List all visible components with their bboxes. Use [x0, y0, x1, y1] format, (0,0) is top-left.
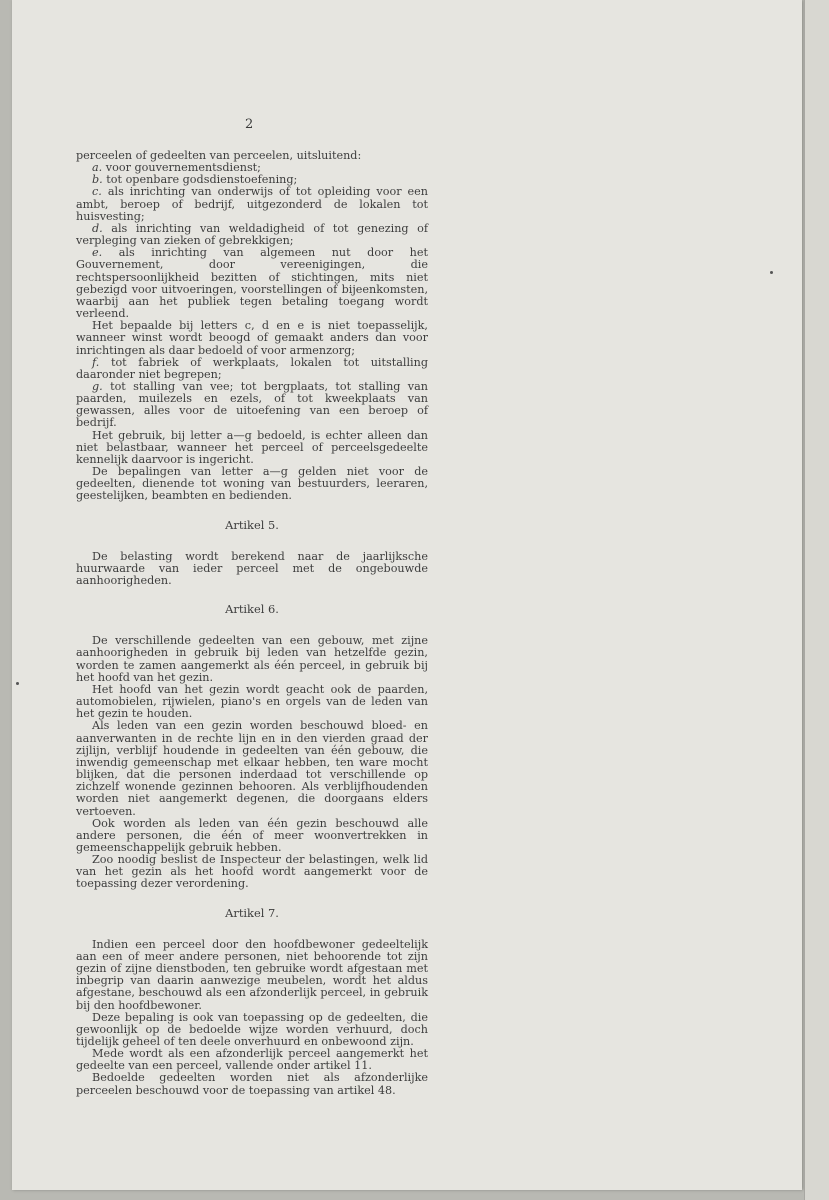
article-7-paragraph: Deze bepaling is ook van toepassing op de gedeelten, die gewoonlijk op de bedoelde wijze worden verhuurd, doch tijdelijk geheel of ten deele onverhuurd en onbewoond zijn.	[76, 1010, 428, 1048]
next-page-edge	[804, 0, 829, 1200]
clause-g: g. tot stalling van vee; tot bergplaats, tot stalling van paarden, muilezels en ezels, of tot kweekplaats van gewassen, alles voor de uitoefening van een beroep of bedrijf.	[76, 379, 428, 430]
article-5-heading: Artikel 5.	[225, 517, 279, 532]
body-text	[76, 150, 428, 1097]
intro-line: perceelen of gedeelten van perceelen, uitsluitend:	[76, 149, 362, 162]
article-6-heading: Artikel 6.	[225, 602, 279, 617]
page-number: 2	[245, 117, 254, 132]
clause-b: b. tot openbare godsdienstoefening;	[92, 173, 298, 187]
article-7-paragraph: Bedoelde gedeelten worden niet als afzonderlijke perceelen beschouwd voor de toepassing van artikel 48.	[76, 1071, 428, 1097]
clause-e: e. als inrichting van algemeen nut door het Gouvernement, door vereenigingen, die rechtspersoonlijkheid bezitten of stichtingen, mits niet gebezigd voor uitvoeringen, voorstellingen of bijeenkomsten, waarbij aan het publiek tegen betaling toegang wordt verleend.	[76, 246, 428, 321]
paragraph: Het bepaalde bij letters c, d en e is niet toepasselijk, wanneer winst wordt beoogd of gemaakt anders dan voor inrichtingen als daar bedoeld of voor armenzorg;	[76, 319, 428, 357]
clause-f: f. tot fabriek of werkplaats, lokalen tot uitstalling daaronder niet begrepen;	[76, 355, 428, 381]
paragraph: De bepalingen van letter a—g gelden niet voor de gedeelten, dienende tot woning van bestuurders, leeraren, geestelijken, beambten en bedienden.	[76, 465, 428, 503]
document-page	[12, 0, 802, 1190]
article-6-paragraph: Het hoofd van het gezin wordt geacht ook de paarden, automobielen, rijwielen, piano's en orgels van de leden van het gezin te houden.	[76, 682, 428, 721]
clause-c: c. als inrichting van onderwijs of tot opleiding voor een ambt, beroep of bedrijf, uitgezonderd de lokalen tot huisvesting;	[76, 185, 428, 223]
article-7-heading: Artikel 7.	[225, 905, 279, 920]
speck-mark	[770, 271, 773, 274]
clause-d: d. als inrichting van weldadigheid of tot genezing of verpleging van zieken of gebrekkigen;	[76, 221, 428, 248]
article-7-paragraph: Indien een perceel door den hoofdbewoner gedeeltelijk aan een of meer andere personen, niet behoorende tot zijn gezin of zijne dienstboden, ten gebruike wordt afgestaan met inbegrip van daarin aanwezige meubelen, wordt het aldus afgestane, beschouwd als een afzonderlijk perceel, in gebruik bij den hoofdbewoner.	[76, 937, 428, 1012]
paragraph: Het gebruik, bij letter a—g bedoeld, is echter alleen dan niet belastbaar, wanneer het perceel of perceelsgedeelte kennelijk daarvoor is ingericht.	[76, 428, 428, 466]
speck-mark	[16, 682, 19, 685]
article-6-paragraph: Zoo noodig beslist de Inspecteur der belastingen, welk lid van het gezin als het hoofd wordt aangemerkt voor de toepassing dezer verordening.	[76, 853, 428, 891]
article-6-paragraph: Als leden van een gezin worden beschouwd bloed- en aanverwanten in de rechte lijn en in den vierden graad der zijlijn, verblijf houdende in gedeelten van één gebouw, die inwendig gemeenschap met elkaar hebben, ten ware mocht blijken, dat die personen inderdaad tot verschillende op zichzelf wonende gezinnen behooren. Als verblijfhoudenden worden niet aangemerkt degenen, die doorgaans elders vertoeven.	[76, 719, 428, 818]
article-6-paragraph: De verschillende gedeelten van een gebouw, met zijne aanhoorigheden in gebruik bij leden van hetzelfde gezin, worden te zamen aangemerkt als één perceel, in gebruik bij het hoofd van het gezin.	[76, 634, 428, 684]
article-6-paragraph: Ook worden als leden van één gezin beschouwd alle andere personen, die één of meer woonvertrekken in gemeenschappelijk gebruik hebben.	[76, 816, 428, 854]
clause-a: a. voor gouvernementsdienst;	[92, 161, 261, 175]
article-5-paragraph: De belasting wordt berekend naar de jaarlijksche huurwaarde van ieder perceel met de ongebouwde aanhoorigheden.	[76, 549, 428, 587]
article-7-paragraph: Mede wordt als een afzonderlijk perceel aangemerkt het gedeelte van een perceel, vallende onder artikel 11.	[76, 1047, 428, 1073]
